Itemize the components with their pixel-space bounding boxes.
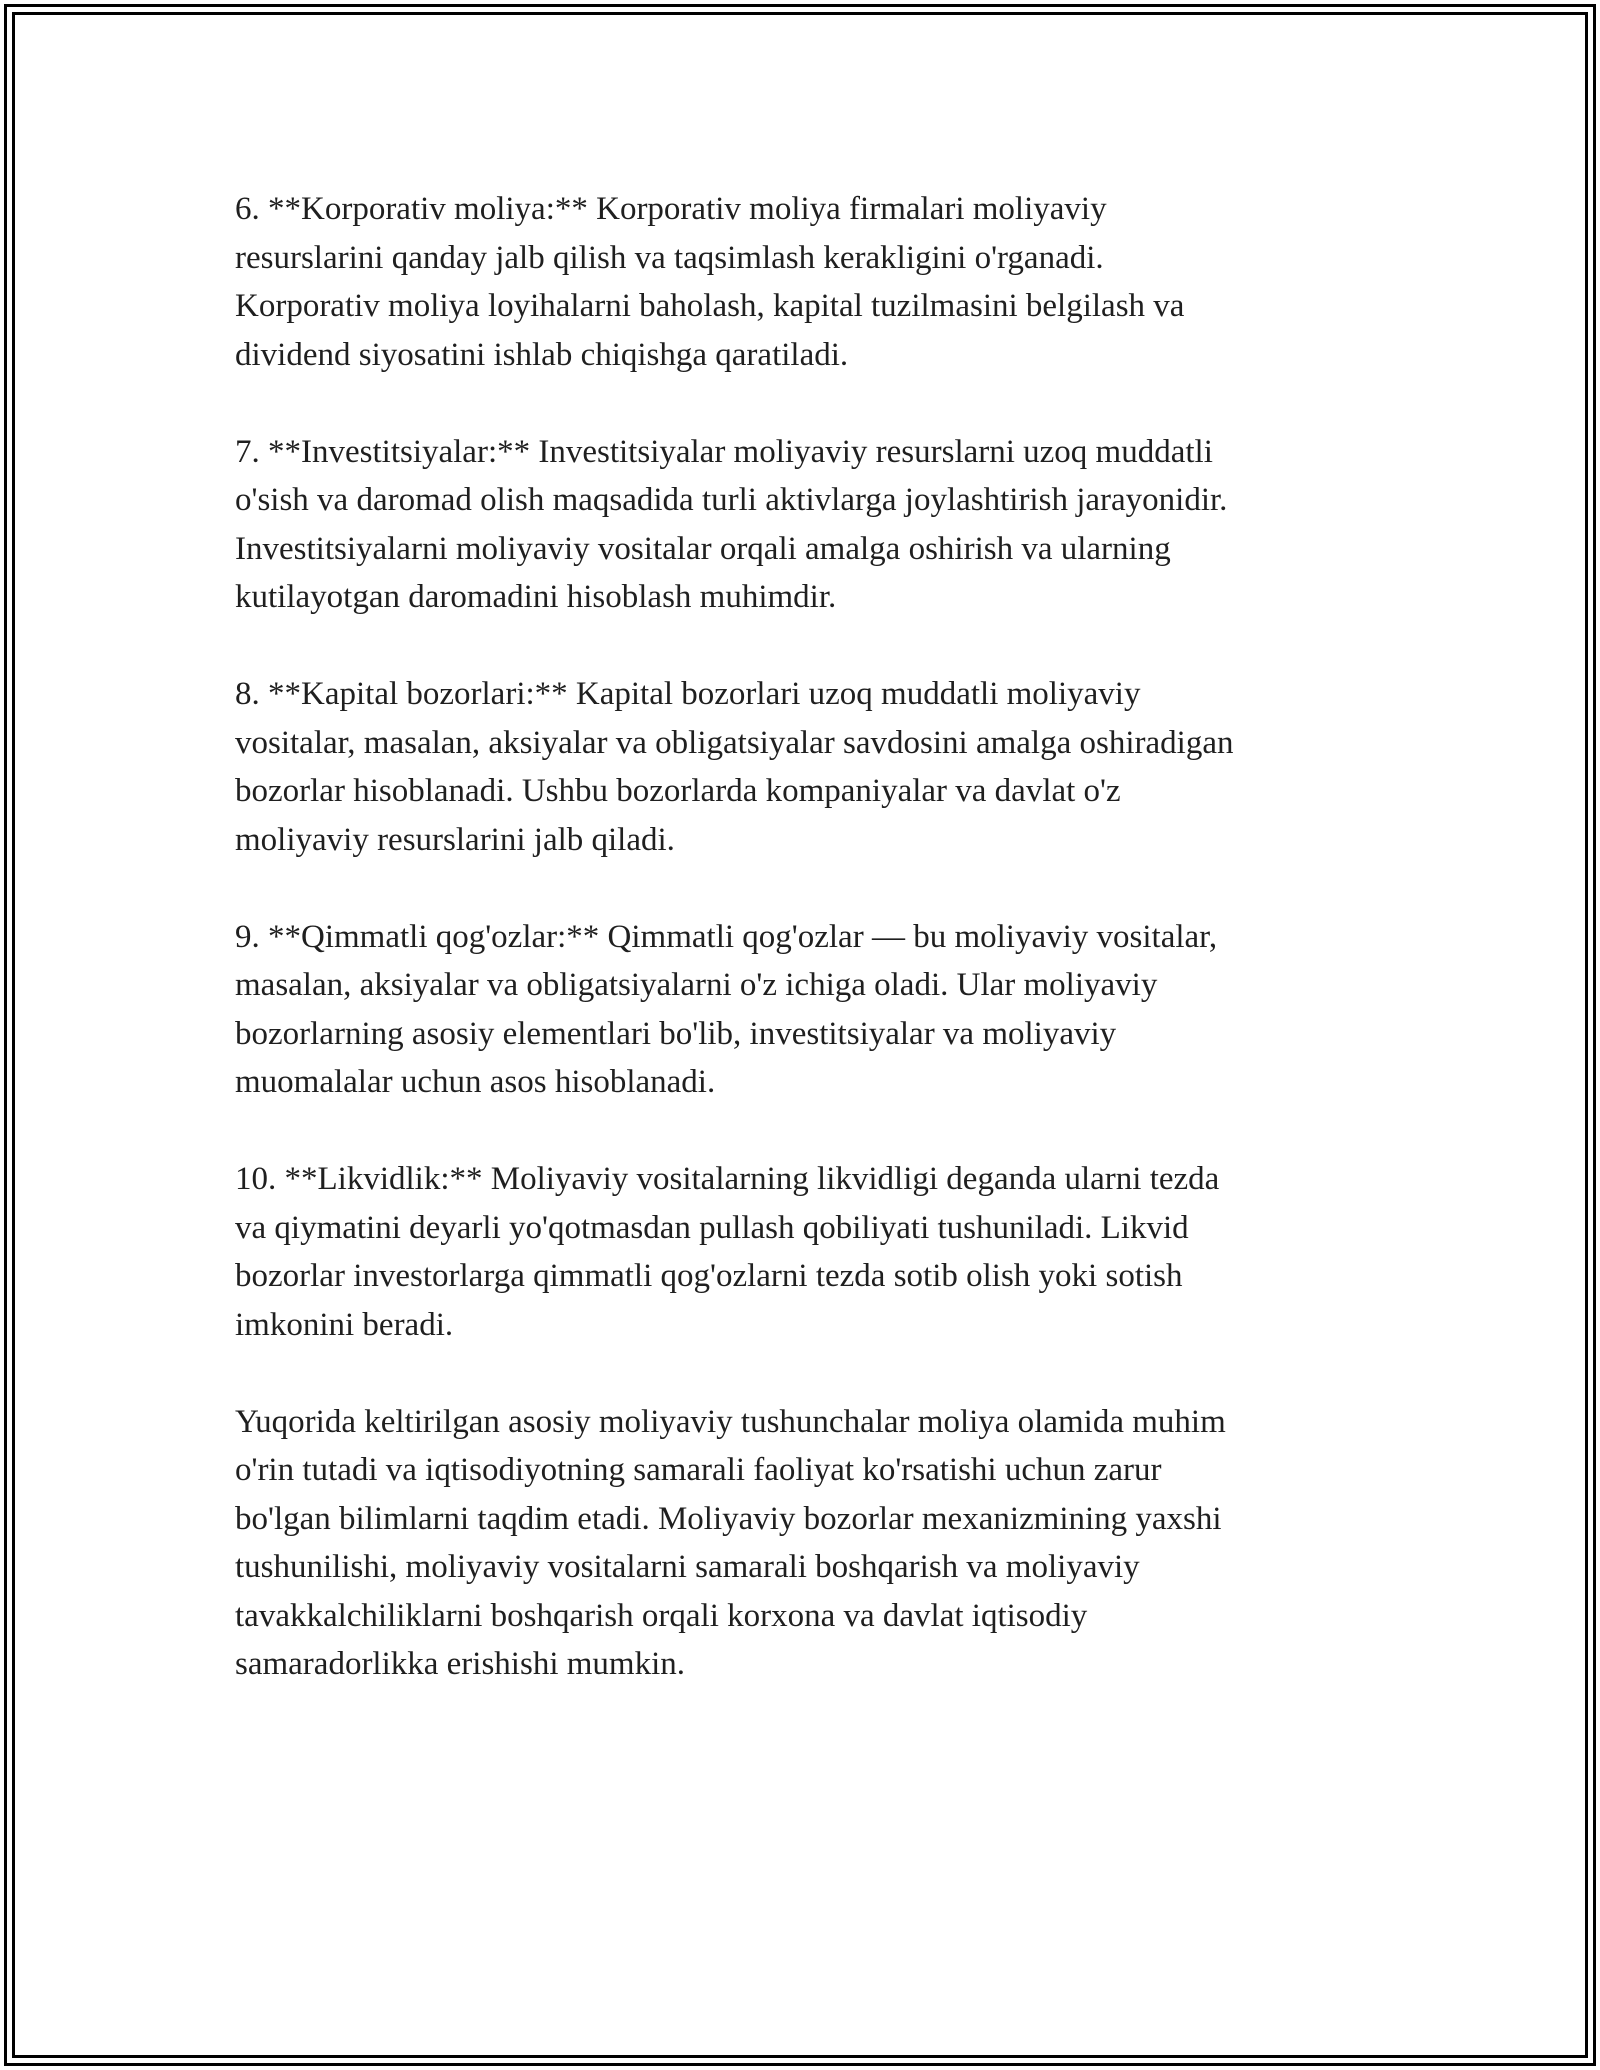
paragraph-conclusion: Yuqorida keltirilgan asosiy moliyaviy tushunchalar moliya olamida muhim o'rin tutadi va iqtisodiyotning samarali faoliyat ko'rsatishi uchun zarur bo'lgan bilimlarni taqdim etadi. Moliyaviy bozorlar mexanizmining yaxshi tushunilishi, moliyaviy vositalarni samarali boshqarish va moliyaviy tavakkalchiliklarni boshqarish orqali korxona va davlat iqtisodiy samaradorlikka erishishi mumkin. (235, 1403, 1226, 1682)
paragraph-securities: 9. **Qimmatli qog'ozlar:** Qimmatli qog'ozlar — bu moliyaviy vositalar, masalan, aksiyalar va obligatsiyalarni o'z ichiga oladi. Ular moliyaviy bozorlarning asosiy elementlari bo'lib, investitsiyalar va moliyaviy muomalalar uchun asos hisoblanadi. (235, 918, 1218, 1100)
document-body (235, 185, 1355, 1689)
paragraph-corporate-finance: 6. **Korporativ moliya:** Korporativ moliya firmalari moliyaviy resurslarini qanday jalb qilish va taqsimlash kerakligini o'rganadi. Korporativ moliya loyihalarni baholash, kapital tuzilmasini belgilash va dividend siyosatini ishlab chiqishga qaratiladi. (235, 191, 1185, 373)
paragraph-capital-markets: 8. **Kapital bozorlari:** Kapital bozorlari uzoq muddatli moliyaviy vositalar, masalan, aksiyalar va obligatsiyalar savdosini amalga oshiradigan bozorlar hisoblanadi. Ushbu bozorlarda kompaniyalar va davlat o'z moliyaviy resurslarini jalb qiladi. (235, 676, 1234, 858)
paragraph-liquidity: 10. **Likvidlik:** Moliyaviy vositalarning likvidligi deganda ularni tezda va qiymatini deyarli yo'qotmasdan pullash qobiliyati tushuniladi. Likvid bozorlar investorlarga qimmatli qog'ozlarni tezda sotib olish yoki sotish imkonini beradi. (235, 1161, 1220, 1343)
paragraph-investments: 7. **Investitsiyalar:** Investitsiyalar moliyaviy resurslarni uzoq muddatli o'sish va daromad olish maqsadida turli aktivlarga joylashtirish jarayonidir. Investitsiyalarni moliyaviy vositalar orqali amalga oshirish va ularning kutilayotgan daromadini hisoblash muhimdir. (235, 433, 1228, 615)
